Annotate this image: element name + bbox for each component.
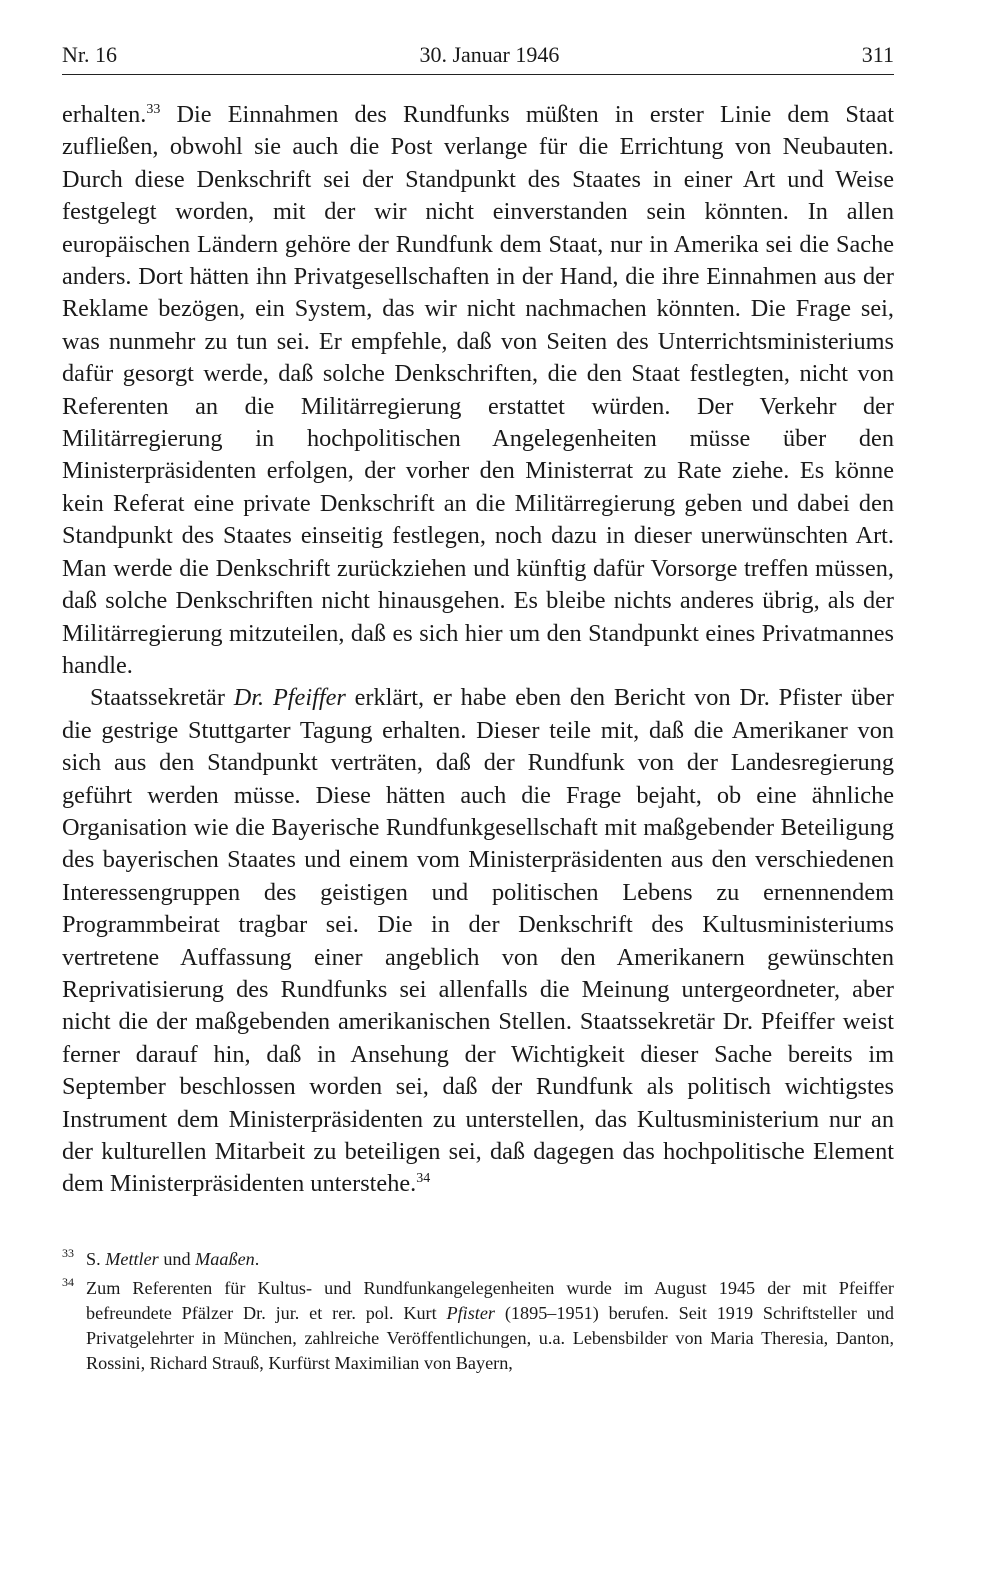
footnote-34-name: Pfister — [446, 1302, 496, 1323]
paragraph-1-text-start: erhalten. — [62, 101, 147, 128]
footnote-ref-34: 34 — [416, 1171, 431, 1187]
issue-number: Nr. 16 — [62, 42, 117, 67]
paragraph-2-text: erklärt, er habe eben den Bericht von Dr. Pfister über die gestrige Stuttgarter Tagung erhalten. Dieser teile mit, daß die Amerikaner von sich aus den Standpunkt verträten, daß der Rundfunk von der Landesregierung geführt werden müsse. Diese hätten auch die Frage bejaht, ob eine ähnliche Organisation wie die Bayerische Rundfunkgesellschaft mit maßgebender Beteiligung des bayerischen Staates und einem vom Ministerpräsidenten aus den verschiedenen Interessengruppen des geistigen und politischen Lebens zu ernennendem Programmbeirat tragbar sei. Die in der Denkschrift des Kultusministeriums vertretene Auffassung einer angeblich von den Amerikanern gewünschten Reprivatisierung des Rundfunks sei allenfalls die Meinung untergeordneter, aber nicht die der maßgebenden amerikanischen Stellen. Staatssekretär Dr. Pfeiffer weist ferner darauf hin, daß in Ansehung der Wichtigkeit dieser Sache bereits im September beschlossen worden sei, daß der Rundfunk als politisch wichtigstes Instrument dem Ministerpräsidenten zu unterstellen, das Kultusministerium nur an der kulturellen Mitarbeit zu beteiligen sei, daß dagegen das hochpolitische Element dem Ministerpräsidenten unterstehe. — [62, 684, 894, 1198]
paragraph-1-text: Die Einnahmen des Rundfunks müßten in erster Linie dem Staat zufließen, obwohl sie auch die Post verlange für die Errichtung von Neubauten. Durch diese Denkschrift sei der Standpunkt des Staates in einer Art und Weise festgelegt worden, mit der wir nicht einverstanden sein könnten. In allen europäischen Ländern gehöre der Rundfunk dem Staat, nur in Amerika sei die Sache anders. Dort hätten ihn Privatgesellschaften in der Hand, die ihre Einnahmen aus der Reklame bezögen, ein System, das wir nicht nachmachen könnten. Die Frage sei, was nunmehr zu tun sei. Er empfehle, daß von Seiten des Unterrichtsministeriums dafür gesorgt werde, daß solche Denkschriften, die den Staat festlegten, nicht von Referenten an die Militärregierung erstattet würden. Der Verkehr der Militärregierung in hochpolitischen Angelegenheiten müsse über den Ministerpräsidenten erfolgen, der vorher den Ministerrat zu Rate ziehe. Es könne kein Referat eine private Denkschrift an die Militärregierung geben und dabei den Standpunkt des Staates einseitig festlegen, noch dazu in dieser unerwünschten Art. Man werde die Denkschrift zurückziehen und künftig dafür Vorsorge treffen müssen, daß solche Denkschriften nicht hinausgehen. Es bleibe nichts anderes übrig, als der Militärregierung mitzuteilen, daß es sich hier um den Standpunkt eines Privatmannes handle. — [62, 101, 894, 679]
running-header — [62, 40, 894, 75]
footnote-34 — [62, 1276, 894, 1376]
page-number: 311 — [861, 42, 894, 67]
issue-date: 30. Januar 1946 — [419, 42, 560, 67]
footnote-33-name-2: Maaßen — [195, 1248, 255, 1269]
footnote-33-mark: 33 — [62, 1245, 74, 1260]
footnote-33 — [62, 1247, 894, 1272]
footnote-33-text-mid: und — [158, 1248, 196, 1269]
paragraph-2-text-start: Staatssekretär — [90, 684, 234, 712]
footnote-33-name-1: Mettler — [105, 1248, 159, 1269]
body-text — [62, 99, 894, 1201]
footnote-33-text-start: S. — [86, 1248, 106, 1269]
footnote-33-text-end: . — [254, 1248, 260, 1269]
paragraph-2 — [62, 682, 894, 1201]
speaker-name: Dr. Pfeiffer — [233, 684, 346, 712]
footnote-34-text-start: Zum Referenten für Kultus- und Rundfunkangelegenheiten wurde im August 1945 der mit Pfeiffer befreundete Pfälzer Dr. jur. et rer. pol. Kurt — [86, 1277, 894, 1323]
paragraph-1 — [62, 99, 894, 682]
footnote-ref-33: 33 — [146, 101, 161, 117]
footnote-34-text-end: (1895–1951) berufen. Seit 1919 Schriftsteller und Privatgelehrter in München, zahlreiche Veröffentlichungen, u.a. Lebensbilder von Maria Theresia, Danton, Rossini, Richard Strauß, Kurfürst Maximilian von Bayern, — [86, 1302, 894, 1373]
document-page — [62, 40, 894, 1380]
footnotes — [62, 1247, 894, 1376]
footnote-34-mark: 34 — [62, 1274, 74, 1289]
